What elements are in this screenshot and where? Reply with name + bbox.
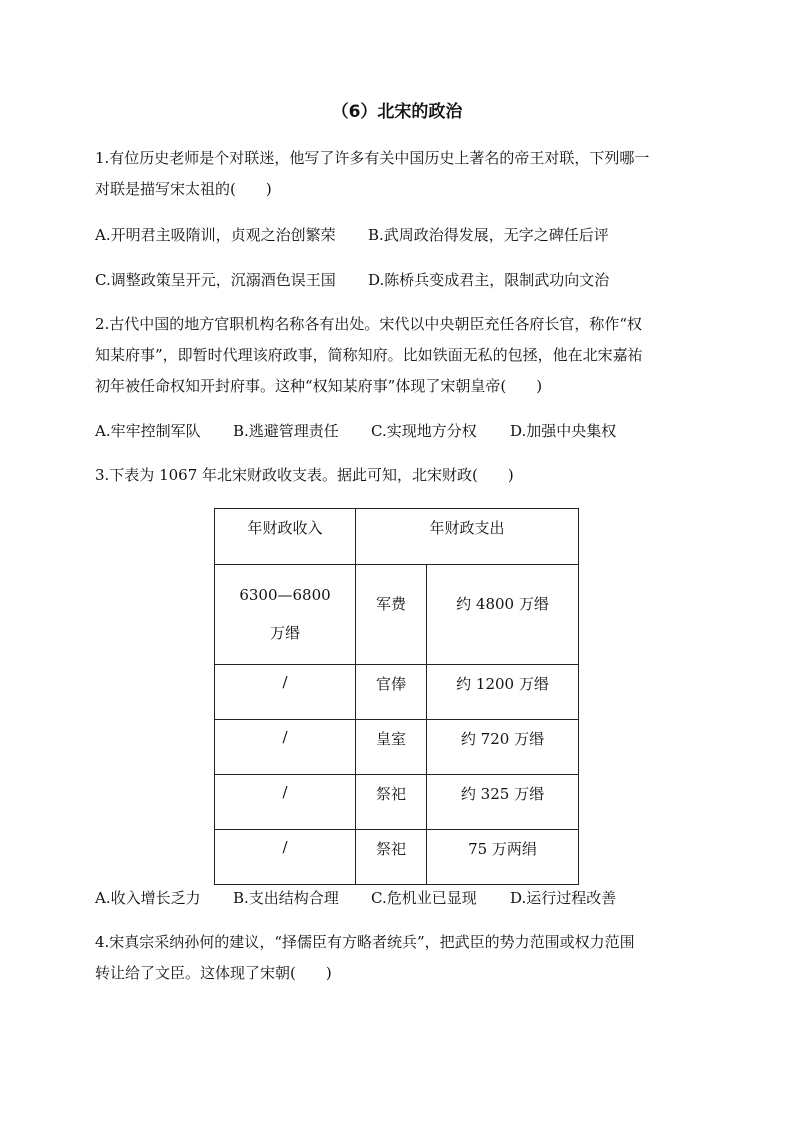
q4-stem-line1: 4.宋真宗采纳孙何的建议，“择儒臣有方略者统兵”，把武臣的势力范围或权力范围 <box>95 933 635 951</box>
expense-amount: 约 720 万缗 <box>427 720 579 775</box>
header-expense: 年财政支出 <box>356 509 579 565</box>
q2-option-c: C.实现地方分权 <box>371 422 477 440</box>
table-row <box>215 720 579 775</box>
income-range: 6300—6800 <box>239 586 331 604</box>
q1-options-row1 <box>95 225 609 245</box>
q2-stem-line2: 知某府事”，即暂时代理该府政事，简称知府。比如铁面无私的包拯，他在北宋嘉祐 <box>95 346 643 364</box>
header-income: 年财政收入 <box>215 509 356 565</box>
income-cell <box>215 565 356 665</box>
q3-options-row <box>95 888 616 908</box>
q1-option-a: A.开明君主吸隋训，贞观之治创繁荣 <box>95 226 336 244</box>
q1-stem-line2: 对联是描写宋太祖的( ) <box>95 180 272 198</box>
q2-stem-line1: 2.古代中国的地方官职机构名称各有出处。宋代以中央朝臣充任各府长官，称作“权 <box>95 315 642 333</box>
table-row <box>215 665 579 720</box>
income-cell: / <box>215 830 356 885</box>
expense-amount: 约 325 万缗 <box>427 775 579 830</box>
q3-stem-line1: 3.下表为 1067 年北宋财政收支表。据此可知，北宋财政( ) <box>95 466 514 484</box>
expense-amount: 75 万两绢 <box>427 830 579 885</box>
q1-option-c: C.调整政策呈开元，沉溺酒色误王国 <box>95 271 336 289</box>
q3-option-c: C.危机业已显现 <box>371 889 477 907</box>
q3-option-d: D.运行过程改善 <box>510 889 617 907</box>
income-cell: / <box>215 665 356 720</box>
expense-item: 官俸 <box>356 665 427 720</box>
income-cell: / <box>215 775 356 830</box>
q1-option-b: B.武周政治得发展，无字之碑任后评 <box>368 226 609 244</box>
q1-stem-line1: 1.有位历史老师是个对联迷，他写了许多有关中国历史上著名的帝王对联，下列哪一 <box>95 149 650 167</box>
income-cell: / <box>215 720 356 775</box>
expense-amount: 约 1200 万缗 <box>427 665 579 720</box>
q3-option-a: A.收入增长乏力 <box>95 889 201 907</box>
expense-amount: 约 4800 万缗 <box>427 565 579 665</box>
expense-item: 祭祀 <box>356 775 427 830</box>
q2-option-a: A.牢牢控制军队 <box>95 422 201 440</box>
table-row <box>215 565 579 665</box>
q3-option-b: B.支出结构合理 <box>233 889 339 907</box>
page-title: （6）北宋的政治 <box>331 102 463 122</box>
q2-option-b: B.逃避管理责任 <box>233 422 339 440</box>
q4-stem-line2: 转让给了文臣。这体现了宋朝( ) <box>95 964 332 982</box>
expense-item: 祭祀 <box>356 830 427 885</box>
table-row <box>215 830 579 885</box>
q2-options-row <box>95 421 616 441</box>
q1-options-row2 <box>95 270 609 290</box>
q1-option-d: D.陈桥兵变成君主，限制武功向文治 <box>368 271 610 289</box>
table-header-row <box>215 509 579 565</box>
expense-item: 军费 <box>356 565 427 665</box>
income-unit: 万缗 <box>269 624 300 642</box>
finance-table <box>214 508 579 885</box>
q2-option-d: D.加强中央集权 <box>510 422 617 440</box>
q2-stem-line3: 初年被任命权知开封府事。这种“权知某府事”体现了宋朝皇帝( ) <box>95 377 543 395</box>
table-row <box>215 775 579 830</box>
expense-item: 皇室 <box>356 720 427 775</box>
